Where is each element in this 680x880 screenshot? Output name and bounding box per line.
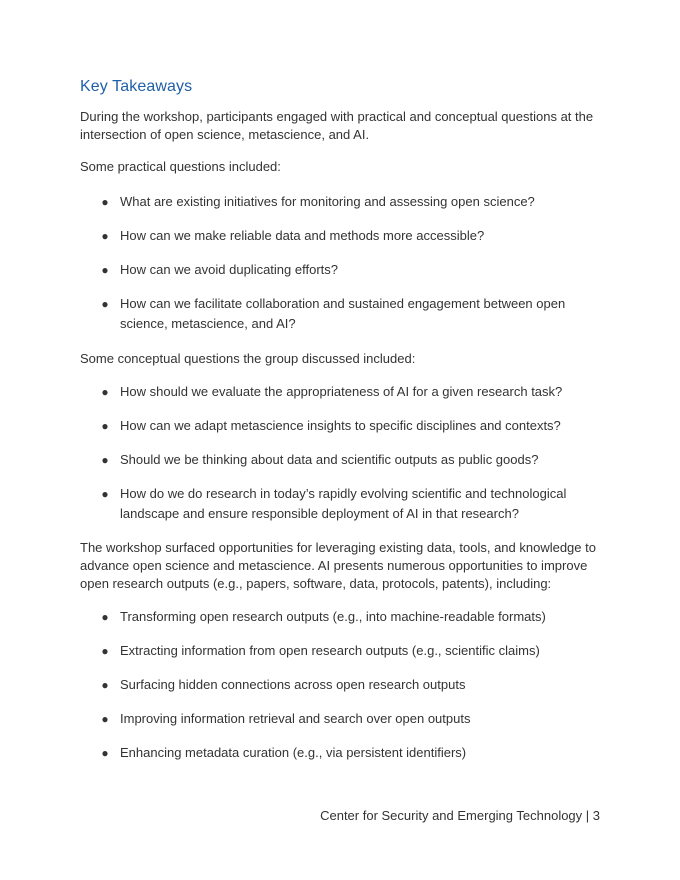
bullet-icon: ● [101,419,109,433]
list-item [80,260,602,280]
practical-intro: Some practical questions included: [80,159,281,174]
page-footer: Center for Security and Emerging Technology | 3 [320,808,600,823]
list-item [80,743,602,763]
list-item-text: Should we be thinking about data and scientific outputs as public goods? [120,452,539,467]
list-item [80,607,602,627]
list-item-text: Transforming open research outputs (e.g., into machine-readable formats) [120,609,546,624]
bullet-icon: ● [101,195,109,209]
list-item-text: What are existing initiatives for monitoring and assessing open science? [120,194,535,209]
list-item [80,294,602,334]
bullet-icon: ● [101,487,109,501]
bullet-icon: ● [101,712,109,726]
opportunities-list [80,607,602,763]
conceptual-questions-list [80,382,602,524]
list-item [80,450,602,470]
bullet-icon: ● [101,678,109,692]
list-item [80,484,602,524]
practical-questions-list [80,192,602,334]
list-item [80,226,602,246]
bullet-icon: ● [101,453,109,467]
intro-paragraph: During the workshop, participants engaged with practical and conceptual questions at the intersection of open science, metascience, and AI. [80,109,594,142]
conceptual-intro: Some conceptual questions the group discussed included: [80,351,416,366]
list-item [80,416,602,436]
bullet-icon: ● [101,385,109,399]
list-item-text: How can we avoid duplicating efforts? [120,262,338,277]
list-item-text: How can we adapt metascience insights to specific disciplines and contexts? [120,418,561,433]
list-item-text: Extracting information from open research outputs (e.g., scientific claims) [120,643,540,658]
bullet-icon: ● [101,263,109,277]
opportunities-intro: The workshop surfaced opportunities for leveraging existing data, tools, and knowledge to advance open science and metascience. AI presents numerous opportunities to improve open research outputs (e.g., papers, software, data, protocols, patents), including: [80,540,596,591]
list-item [80,192,602,212]
list-item-text: Enhancing metadata curation (e.g., via persistent identifiers) [120,745,467,760]
list-item [80,709,602,729]
list-item-text: How should we evaluate the appropriateness of AI for a given research task? [120,384,563,399]
bullet-icon: ● [101,610,109,624]
section-heading: Key Takeaways [80,78,193,95]
list-item [80,641,602,661]
list-item [80,382,602,402]
list-item-text: How can we make reliable data and methods more accessible? [120,228,485,243]
bullet-icon: ● [101,229,109,243]
list-item [80,675,602,695]
bullet-icon: ● [101,644,109,658]
list-item-text: How do we do research in today’s rapidly evolving scientific and technological landscape and ensure responsible deployment of AI in that research? [120,486,567,521]
page-content [80,78,602,763]
bullet-icon: ● [101,746,109,760]
list-item-text: Surfacing hidden connections across open research outputs [120,677,466,692]
bullet-icon: ● [101,297,109,311]
list-item-text: Improving information retrieval and search over open outputs [120,711,471,726]
list-item-text: How can we facilitate collaboration and sustained engagement between open science, metascience, and AI? [120,296,566,331]
